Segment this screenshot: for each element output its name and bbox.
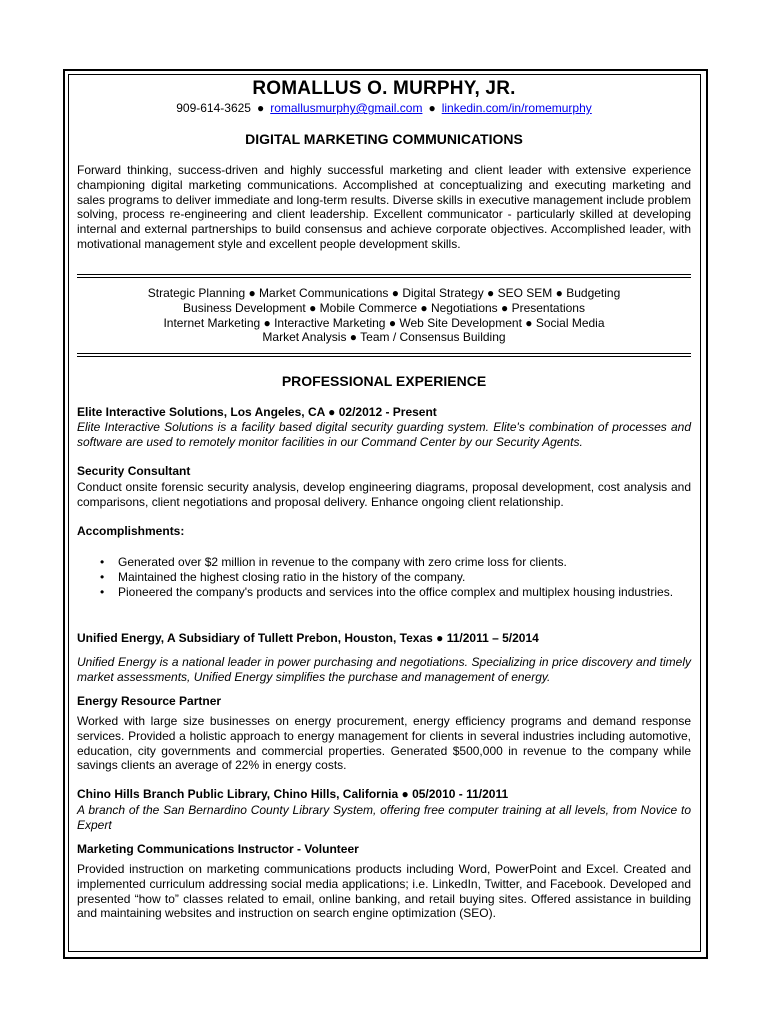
list-item: • Maintained the highest closing ratio in the history of the company. bbox=[100, 570, 691, 585]
separator-dot: ● bbox=[428, 101, 436, 115]
job-role: Energy Resource Partner bbox=[77, 694, 222, 708]
summary-paragraph: Forward thinking, success-driven and highly successful marketing and client leader with extensive experience championing digital marketing communications. Accomplished at conceptualizing and executing marketing and sales programs to deliver immediate and long-term results. Diverse skills in executive management include problem solving, process re-engineering and client leadership. Excellent communicator - particularly skilled at developing internal and external partnerships to build consensus and achieve corporate objectives. Accomplished leader, with motivational management style and excellent people development skills. bbox=[77, 163, 691, 251]
job-details: Worked with large size businesses on energy procurement, energy efficiency programs and demand response services. Provided a holistic approach to energy management for clients in several industries including automotive, education, city governments and commercial properties. Generated $500,000 in revenue to the company while savings clients an average of 22% in energy costs. bbox=[77, 714, 691, 773]
divider-bottom-second bbox=[77, 356, 691, 357]
contact-line bbox=[77, 101, 691, 115]
separator-dot: ● bbox=[256, 101, 265, 115]
job-description: A branch of the San Bernardino County Library System, offering free computer training at all levels, from Novice to Expert bbox=[77, 803, 691, 832]
job-details: Provided instruction on marketing communications products including Word, PowerPoint and Excel. Created and implemented curriculum addressing social media applications; i.e. LinkedIn, Twitter, and Facebook. Developed and presented “how to” classes related to email, online banking, and retail buying sites. Offered assistance in building and maintaining websites and instruction on search engine optimization (SEO). bbox=[77, 862, 691, 921]
skills-line: Strategic Planning ● Market Communications ● Digital Strategy ● SEO SEM ● Budgeting bbox=[147, 286, 621, 300]
job-header: Unified Energy, A Subsidiary of Tullett Prebon, Houston, Texas ● 11/2011 – 5/2014 bbox=[77, 631, 539, 645]
accomplishments-list bbox=[100, 555, 691, 600]
list-item: • Generated over $2 million in revenue to the company with zero crime loss for clients. bbox=[100, 555, 691, 570]
skills-block bbox=[77, 286, 691, 345]
professional-title: DIGITAL MARKETING COMMUNICATIONS bbox=[245, 131, 523, 147]
job-role: Marketing Communications Instructor - Volunteer bbox=[77, 842, 359, 856]
divider-top-second bbox=[77, 277, 691, 278]
skills-line: Internet Marketing ● Interactive Marketing ● Web Site Development ● Social Media bbox=[163, 315, 605, 330]
candidate-name: ROMALLUS O. MURPHY, JR. bbox=[252, 78, 516, 99]
job-details: Conduct onsite forensic security analysis, develop engineering diagrams, proposal development, cost analysis and comparisons, client negotiations and proposal delivery. Enhance ongoing client relationship. bbox=[77, 480, 691, 509]
skills-line: Business Development ● Mobile Commerce ● Negotiations ● Presentations bbox=[183, 300, 585, 315]
job-header: Chino Hills Branch Public Library, Chino Hills, California ● 05/2010 - 11/2011 bbox=[77, 787, 509, 801]
divider-top bbox=[77, 274, 691, 275]
email-link[interactable]: romallusmurphy@gmail.com bbox=[270, 101, 423, 115]
job-description: Unified Energy is a national leader in power purchasing and negotiations. Specializing in price discovery and timely market assessments, Unified Energy simplifies the purchase and management of energy. bbox=[77, 655, 691, 684]
list-item: • Pioneered the company's products and services into the office complex and multiplex housing industries. bbox=[100, 585, 691, 600]
accomplishments-label: Accomplishments: bbox=[77, 524, 185, 538]
job-role: Security Consultant bbox=[77, 464, 191, 478]
job-description: Elite Interactive Solutions is a facility based digital security guarding system. Elite's combination of processes and software are used to remotely monitor facilities in our Command Center by our Security Agents. bbox=[77, 420, 691, 449]
linkedin-link[interactable]: linkedin.com/in/romemurphy bbox=[441, 101, 592, 115]
phone-number: 909-614-3625 bbox=[176, 101, 251, 115]
section-title: PROFESSIONAL EXPERIENCE bbox=[281, 373, 487, 389]
divider-bottom bbox=[77, 353, 691, 354]
job-header: Elite Interactive Solutions, Los Angeles, CA ● 02/2012 - Present bbox=[77, 405, 437, 419]
skills-line: Market Analysis ● Team / Consensus Building bbox=[262, 330, 506, 345]
